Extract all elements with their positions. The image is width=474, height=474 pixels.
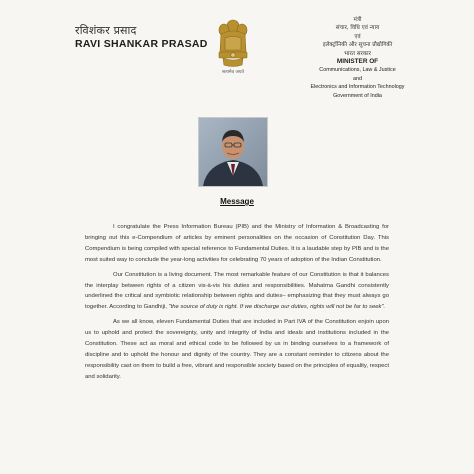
ministry-line: एवं <box>354 33 361 40</box>
ministry-line: इलेक्ट्रॉनिकी और सूचना प्रौद्योगिकी <box>322 42 393 49</box>
message-paragraph-1: I congratulate the Press Information Bureau (PIB) and the Ministry of Information & Broadcasting for bringing out this e-Compendium of articles by eminent personalities on the occasion of Constitution Day. This Compendium is being compiled with special reference to Fundamental Duties. It is a laudable step by PIB and is the most suited way to conclude the year-long activities for celebrating 70 years of adoption of the Indian Constitution. <box>85 224 389 263</box>
message-title: Message <box>220 197 254 206</box>
ministry-line: Government of India <box>333 92 382 99</box>
message-paragraph-2: Our Constitution is a living document. The most remarkable feature of our Constitution is that it balances the interplay between rights of a citizen vis-à-vis his duties and responsibilities. Mahatma Gandhi consistently underlined the critical and symbiotic relationship between rights and duties– emphasizing that they must always go together. According to Gandhiji, "the source of duty is right. If we discharge our duties, rights will not be far to seek". <box>85 271 389 311</box>
ministry-line: भारत सरकार <box>344 50 371 57</box>
ministry-block <box>300 16 415 100</box>
ministry-line: संचार, विधि एवं न्याय <box>335 25 380 32</box>
gandhi-quote: "the source of duty is right. If we discharge our duties, rights will not be far to seek". <box>168 304 386 311</box>
ministry-line: and <box>353 75 362 82</box>
ministry-line: MINISTER OF <box>336 58 379 66</box>
ministry-line: Electronics and Information Technology <box>310 84 405 91</box>
name-english: RAVI SHANKAR PRASAD <box>75 38 208 50</box>
emblem-motto: सत्यमेव जयते <box>221 70 245 75</box>
minister-portrait <box>198 117 268 187</box>
ministry-line: मंत्री <box>353 17 362 23</box>
message-paragraph-3: As we all know, eleven Fundamental Duties that are included in Part IVA of the Constitution enjoin upon us to uphold and protect the sovereignty, unity and integrity of India and ideals and institutions included in the Constitution. These act as moral and ethical code to be followed by us in binding ourselves to a framework of discipline and to uphold the honour and dignity of the country. They are a constant reminder to citizens about the responsibility cast on them to build a free, vibrant and responsible society based on the principles of equality, respect and solidarity. <box>85 319 389 380</box>
message-body <box>85 222 389 387</box>
ministry-line: Communications, Law & Justice <box>319 67 396 74</box>
name-hindi: रविशंकर प्रसाद <box>75 24 137 37</box>
